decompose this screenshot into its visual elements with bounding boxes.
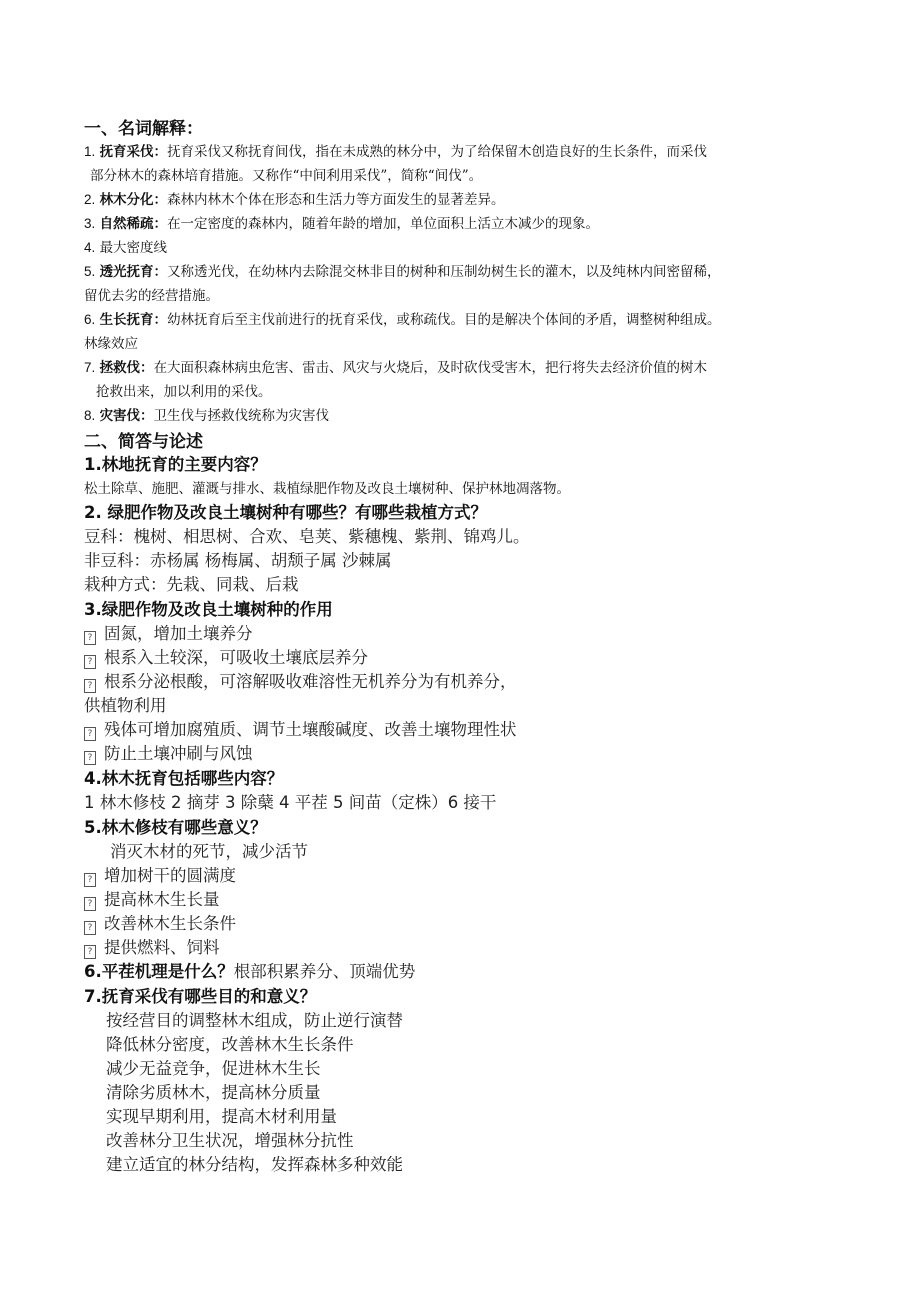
definition-text: 抚育采伐又称抚育间伐，指在未成熟的林分中，为了给保留木创造良好的生长条件，而采伐 — [167, 144, 708, 160]
definition-item-3 — [84, 212, 599, 232]
definition-term: 生长抚育： — [99, 312, 168, 328]
definition-text: 幼林抚育后至主伐前进行的抚育采伐，或称疏伐。目的是解决个体间的矛盾，调整树种组成。 — [167, 312, 721, 328]
item-number: 8. — [84, 408, 96, 423]
question-4-title: 4.林木抚育包括哪些内容？ — [84, 769, 284, 788]
question-3-line: ? 防止土壤冲刷与风蚀 — [84, 740, 253, 765]
definition-item-5-cont: 留优去劣的经营措施。 — [84, 288, 219, 304]
item-number: 3. — [84, 216, 96, 231]
bullet-icon: ? — [84, 655, 96, 669]
bullet-icon: ? — [84, 945, 96, 959]
question-6-title: 6.平茬机理是什么？ — [84, 962, 234, 981]
definition-term: 林木分化： — [99, 192, 168, 208]
definition-item-7 — [84, 356, 707, 376]
question-5-line: ? 提供燃料、饲料 — [84, 934, 220, 959]
definition-item-5 — [84, 260, 721, 280]
definition-text: 又称透光伐，在幼林内去除混交林非目的树种和压制幼树生长的灌木，以及纯林内间密留稀， — [167, 264, 721, 280]
question-7-line: 建立适宜的林分结构，发挥森林多种效能 — [106, 1155, 403, 1174]
question-7-line: 减少无益竞争，促进林木生长 — [106, 1059, 321, 1078]
item-number: 5. — [84, 264, 96, 279]
question-7-title: 7.抚育采伐有哪些目的和意义？ — [84, 987, 317, 1006]
bullet-icon: ? — [84, 679, 96, 693]
question-3-line: 供植物利用 — [84, 696, 167, 715]
definition-text: 在一定密度的森林内，随着年龄的增加，单位面积上活立木减少的现象。 — [167, 216, 600, 232]
definition-item-1 — [84, 140, 707, 160]
definition-term: 灾害伐： — [99, 408, 154, 424]
question-6 — [84, 958, 415, 982]
definition-item-4 — [84, 236, 167, 256]
bullet-icon: ? — [84, 897, 96, 911]
question-7-line: 清除劣质林木，提高林分质量 — [106, 1083, 321, 1102]
definition-text: 在大面积森林病虫危害、雷击、风灾与火烧后，及时砍伐受害木，把行将失去经济价值的树木 — [153, 360, 708, 376]
definition-item-7-cont: 抢救出来，加以利用的采伐。 — [96, 384, 272, 400]
question-5-title: 5.林木修枝有哪些意义？ — [84, 818, 267, 837]
question-5-line: ? 改善林木生长条件 — [84, 910, 236, 935]
definition-text: 森林内林木个体在形态和生活力等方面发生的显著差异。 — [167, 192, 505, 208]
question-2-line: 豆科：槐树、相思树、合欢、皂荚、紫穗槐、紫荆、锦鸡儿。 — [84, 527, 530, 546]
question-3-title: 3.绿肥作物及改良土壤树种的作用 — [84, 600, 333, 619]
question-3-line: ? 残体可增加腐殖质、调节土壤酸碱度、改善土壤物理性状 — [84, 716, 517, 741]
definition-term: 拯救伐： — [99, 360, 154, 376]
definition-term: 透光抚育： — [99, 264, 168, 280]
definition-item-1-cont: 部分林木的森林培育措施。又称作“中间利用采伐”，简称“间伐”。 — [90, 168, 483, 184]
question-3-line: ? 固氮，增加土壤养分 — [84, 620, 253, 645]
section-title-definitions: 一、名词解释： — [84, 119, 203, 139]
question-4-answer: 1 林木修枝 2 摘芽 3 除蘖 4 平茬 5 间苗（定株）6 接干 — [84, 793, 497, 812]
question-1-answer: 松土除草、施肥、灌溉与排水、栽植绿肥作物及改良土壤树种、保护林地凋落物。 — [84, 481, 570, 497]
item-number: 6. — [84, 312, 96, 327]
question-5-line: 消灭木材的死节，减少活节 — [110, 842, 308, 861]
definition-item-6-cont: 林缘效应 — [84, 336, 138, 352]
item-number: 2. — [84, 192, 96, 207]
section-title-questions: 二、简答与论述 — [84, 432, 203, 452]
question-2-title: 2. 绿肥作物及改良土壤树种有哪些？有哪些栽植方式？ — [84, 503, 487, 522]
definition-term: 自然稀疏： — [99, 216, 168, 232]
question-6-answer: 根部积累养分、顶端优势 — [233, 962, 416, 981]
bullet-icon: ? — [84, 921, 96, 935]
item-number: 1. — [84, 144, 96, 159]
bullet-icon: ? — [84, 631, 96, 645]
question-5-line: ? 增加树干的圆满度 — [84, 862, 236, 887]
item-number: 7. — [84, 360, 96, 375]
definition-text: 卫生伐与拯救伐统称为灾害伐 — [153, 408, 330, 424]
question-5-line: ? 提高林木生长量 — [84, 886, 220, 911]
bullet-icon: ? — [84, 751, 96, 765]
definition-item-2 — [84, 188, 505, 208]
question-7-line: 改善林分卫生状况，增强林分抗性 — [106, 1131, 354, 1150]
bullet-icon: ? — [84, 727, 96, 741]
bullet-icon: ? — [84, 873, 96, 887]
question-7-line: 实现早期利用，提高木材利用量 — [106, 1107, 337, 1126]
question-1-title: 1.林地抚育的主要内容？ — [84, 455, 267, 474]
question-3-line: ? 根系入土较深，可吸收土壤底层养分 — [84, 644, 368, 669]
definition-item-8 — [84, 404, 329, 424]
question-7-line: 按经营目的调整林木组成，防止逆行演替 — [106, 1011, 403, 1030]
question-3-line: ? 根系分泌根酸，可溶解吸收难溶性无机养分为有机养分， — [84, 668, 517, 693]
definition-text: 最大密度线 — [99, 240, 168, 256]
definition-item-6 — [84, 308, 721, 328]
question-7-line: 降低林分密度，改善林木生长条件 — [106, 1035, 354, 1054]
question-2-line: 非豆科：赤杨属 杨梅属、胡颓子属 沙棘属 — [84, 551, 392, 570]
question-2-line: 栽种方式：先栽、同栽、后栽 — [84, 575, 299, 594]
definition-term: 抚育采伐： — [99, 144, 168, 160]
item-number: 4. — [84, 240, 96, 255]
